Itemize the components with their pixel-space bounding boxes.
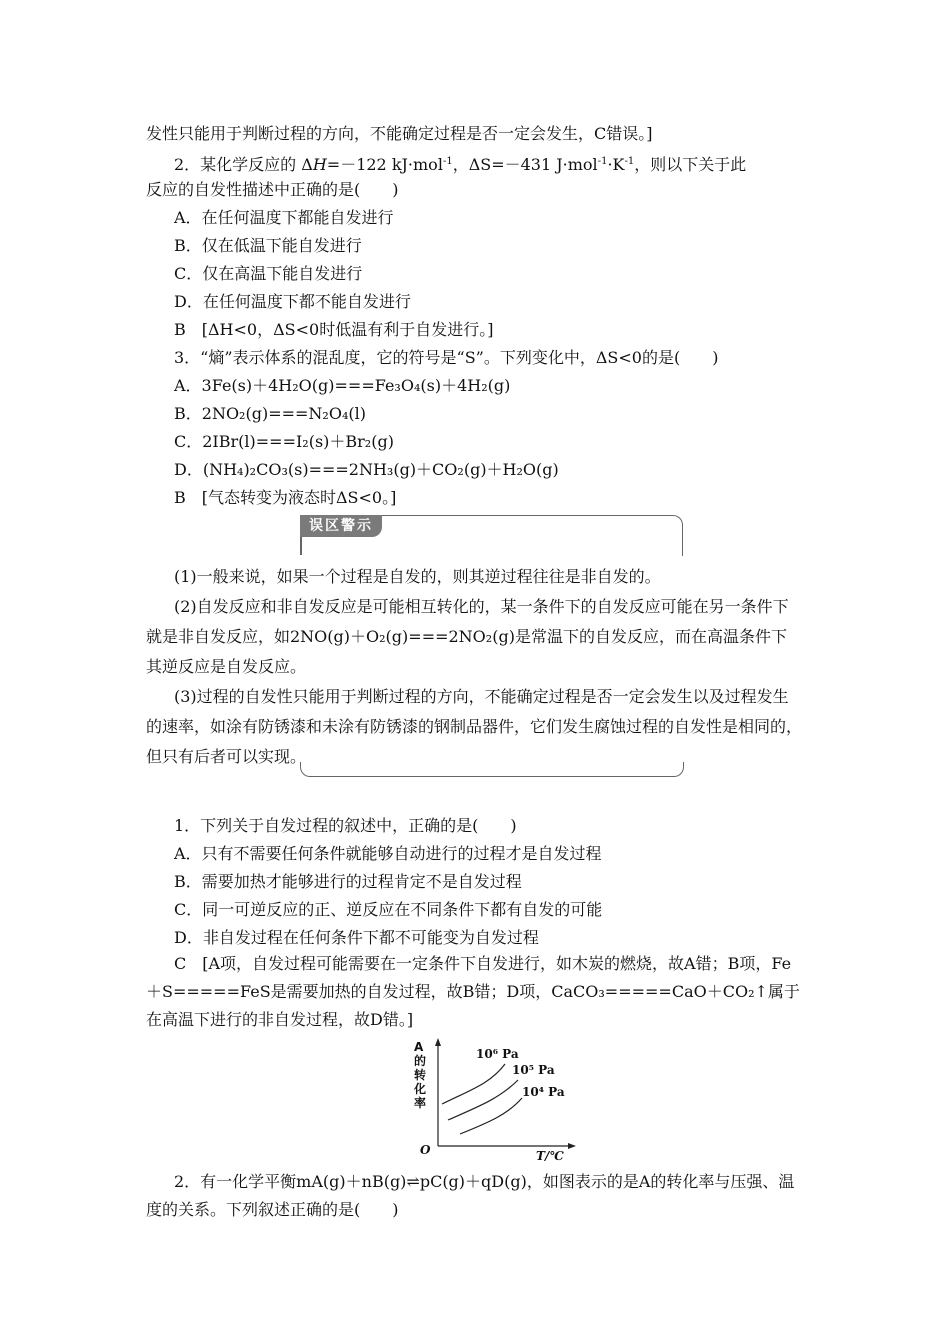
option-d: D．(NH₄)₂CO₃(s)===2NH₃(g)＋CO₂(g)＋H₂O(g) [174, 460, 559, 479]
answer: C [A项，自发过程可能需要在一定条件下自发进行，如木炭的燃烧，故A错；B项，Fe＋S=====FeS是需要加热的自发过程，故B错；D项，CaCO₃=====CaO＋CO₂↑属于在高温下进行的非自发过程，故D错。] [146, 954, 800, 1029]
warning-point-2: (2)自发反应和非自发反应是可能相互转化的，某一条件下的自发反应可能在另一条件下就是非自发反应，如2NO(g)＋O₂(g)===2NO₂(g)是常温下的自发反应，而在高温条件下其逆反应是自发反应。 [146, 597, 789, 676]
answer: B [气态转变为液态时ΔS<0。] [174, 488, 397, 507]
answer: B [ΔH<0，ΔS<0时低温有利于自发进行。] [174, 320, 494, 339]
option-c: C．2IBr(l)===I₂(s)＋Br₂(g) [174, 432, 394, 451]
option-c: C．仅在高温下能自发进行 [174, 264, 363, 283]
option-b: B．仅在低温下能自发进行 [174, 236, 362, 255]
practice-2: 2．有一化学平衡mA(g)＋nB(g)⇌pC(g)＋qD(g)，如图表示的是A的转化率与压强、温度的关系。下列叙述正确的是( ) [146, 1172, 795, 1219]
warning-point-1: (1)一般来说，如果一个过程是自发的，则其逆过程往往是非自发的。 [174, 567, 661, 586]
question-2: 2．某化学反应的 ΔH=－122 kJ·mol$^{-1}$，ΔS=－431 $J\cdot mol^{-1}\cdot K^{-1}$，则以下关于此 [174, 155, 747, 174]
warning-box-bottom [300, 762, 684, 777]
text-line: 发性只能用于判断过程的方向，不能确定过程是否一定会发生，C错误。] [146, 124, 653, 143]
option-a: A．3Fe(s)＋4H₂O(g)===Fe₃O₄(s)＋4H₂(g) [174, 376, 511, 395]
x-axis-label: T/℃ [536, 1149, 564, 1163]
option-d: D．非自发过程在任何条件下都不可能变为自发过程 [174, 928, 539, 947]
y-axis-arrow [435, 1038, 441, 1046]
question-3: 3．“熵”表示体系的混乱度，它的符号是“S”。下列变化中，ΔS<0的是( ) [174, 348, 719, 367]
warning-point-3: (3)过程的自发性只能用于判断过程的方向，不能确定过程是否一定会发生以及过程发生的速率，如涂有防锈漆和未涂有防锈漆的钢制品器件，它们发生腐蚀过程的自发性是相同的，但只有后者可以实现。 [146, 687, 803, 766]
y-axis-label: A的转化率 [414, 1040, 427, 1110]
x-axis-arrow [568, 1143, 576, 1149]
origin-label: O [420, 1143, 431, 1157]
option-d: D．在任何温度下都不能自发进行 [174, 292, 411, 311]
practice-1: 1．下列关于自发过程的叙述中，正确的是( ) [174, 816, 517, 835]
series-label-1e5: 10⁵ Pa [512, 1063, 555, 1077]
series-label-1e4: 10⁴ Pa [522, 1085, 565, 1099]
warning-tag: 误区警示 [300, 515, 382, 537]
option-c: C．同一可逆反应的正、逆反应在不同条件下都有自发的可能 [174, 900, 603, 919]
option-a: A．只有不需要任何条件就能够自动进行的过程才是自发过程 [174, 844, 602, 863]
series-label-1e6: 10⁶ Pa [476, 1047, 519, 1061]
curve-1e5 [448, 1080, 518, 1120]
option-a: A．在任何温度下都能自发进行 [174, 208, 394, 227]
option-b: B．2NO₂(g)===N₂O₄(l) [174, 404, 366, 423]
curve-1e4 [460, 1098, 522, 1134]
question-2-cont: 反应的自发性描述中正确的是( ) [146, 180, 399, 199]
option-b: B．需要加热才能够进行的过程肯定不是自发过程 [174, 872, 522, 891]
